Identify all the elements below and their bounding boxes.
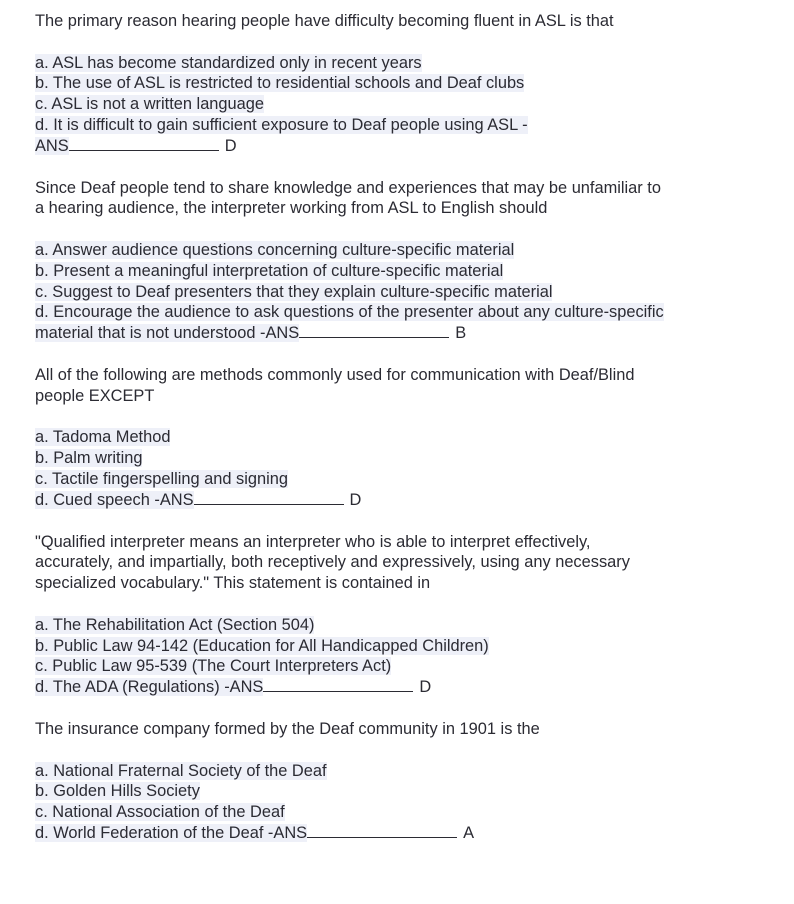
answer-letter: D (349, 490, 362, 509)
answer-letter: B (455, 324, 467, 343)
option-c: c. Suggest to Deaf presenters that they explain culture-specific material (35, 282, 553, 301)
option-a: a. National Fraternal Society of the Deaf (35, 761, 327, 780)
option-c: c. Public Law 95-539 (The Court Interpreters Act) (35, 657, 392, 676)
answer-blank (307, 823, 457, 838)
question-4 (35, 532, 775, 698)
option-b: b. Present a meaningful interpretation of culture-specific material (35, 261, 504, 280)
option-c: c. Tactile fingerspelling and signing (35, 469, 288, 488)
options-list (35, 53, 775, 157)
option-a: a. Tadoma Method (35, 428, 171, 447)
answer-blank (194, 490, 344, 505)
option-a: a. Answer audience questions concerning culture-specific material (35, 240, 515, 259)
answer-line (35, 677, 775, 698)
answer-letter: D (224, 136, 237, 155)
option-d: d. It is difficult to gain sufficient exposure to Deaf people using ASL - (35, 115, 528, 134)
option-d: d. Encourage the audience to ask questions of the presenter about any culture-specific (35, 303, 664, 322)
question-1 (35, 11, 775, 157)
option-c: c. National Association of the Deaf (35, 803, 285, 822)
options-list (35, 427, 775, 510)
answer-blank (299, 323, 449, 338)
option-b: b. Golden Hills Society (35, 782, 200, 801)
answer-line (35, 823, 775, 844)
options-list (35, 615, 775, 698)
question-5 (35, 719, 775, 844)
question-3 (35, 365, 775, 511)
answer-letter: D (419, 678, 432, 697)
question-stem: The insurance company formed by the Deaf community in 1901 is the (35, 719, 540, 738)
option-b: b. Palm writing (35, 449, 143, 468)
answer-prefix: d. The ADA (Regulations) -ANS (35, 678, 264, 697)
answer-prefix: material that is not understood -ANS (35, 324, 300, 343)
answer-line (35, 323, 775, 344)
quiz-document (35, 11, 775, 844)
option-a: a. ASL has become standardized only in recent years (35, 53, 422, 72)
option-b: b. Public Law 94-142 (Education for All Handicapped Children) (35, 636, 489, 655)
answer-letter: A (463, 823, 475, 842)
options-list (35, 240, 775, 344)
answer-prefix: d. World Federation of the Deaf -ANS (35, 823, 308, 842)
options-list (35, 761, 775, 844)
question-stem: All of the following are methods commonly used for communication with Deaf/Blind people EXCEPT (35, 365, 635, 405)
question-stem: Since Deaf people tend to share knowledge and experiences that may be unfamiliar to a hearing audience, the interpreter working from ASL to English should (35, 178, 661, 218)
option-c: c. ASL is not a written language (35, 95, 265, 114)
answer-line (35, 490, 775, 511)
answer-prefix: d. Cued speech -ANS (35, 490, 194, 509)
option-b: b. The use of ASL is restricted to residential schools and Deaf clubs (35, 74, 525, 93)
question-stem: The primary reason hearing people have difficulty becoming fluent in ASL is that (35, 12, 614, 30)
question-2 (35, 178, 775, 344)
answer-blank (69, 136, 219, 151)
option-a: a. The Rehabilitation Act (Section 504) (35, 615, 315, 634)
answer-line (35, 136, 775, 157)
answer-blank (263, 677, 413, 692)
question-stem: "Qualified interpreter means an interpreter who is able to interpret effectively, accurately, and impartially, both receptively and expressively, using any necessary specialized vocabulary." This statement is contained in (35, 532, 630, 593)
answer-prefix: ANS (35, 136, 69, 155)
